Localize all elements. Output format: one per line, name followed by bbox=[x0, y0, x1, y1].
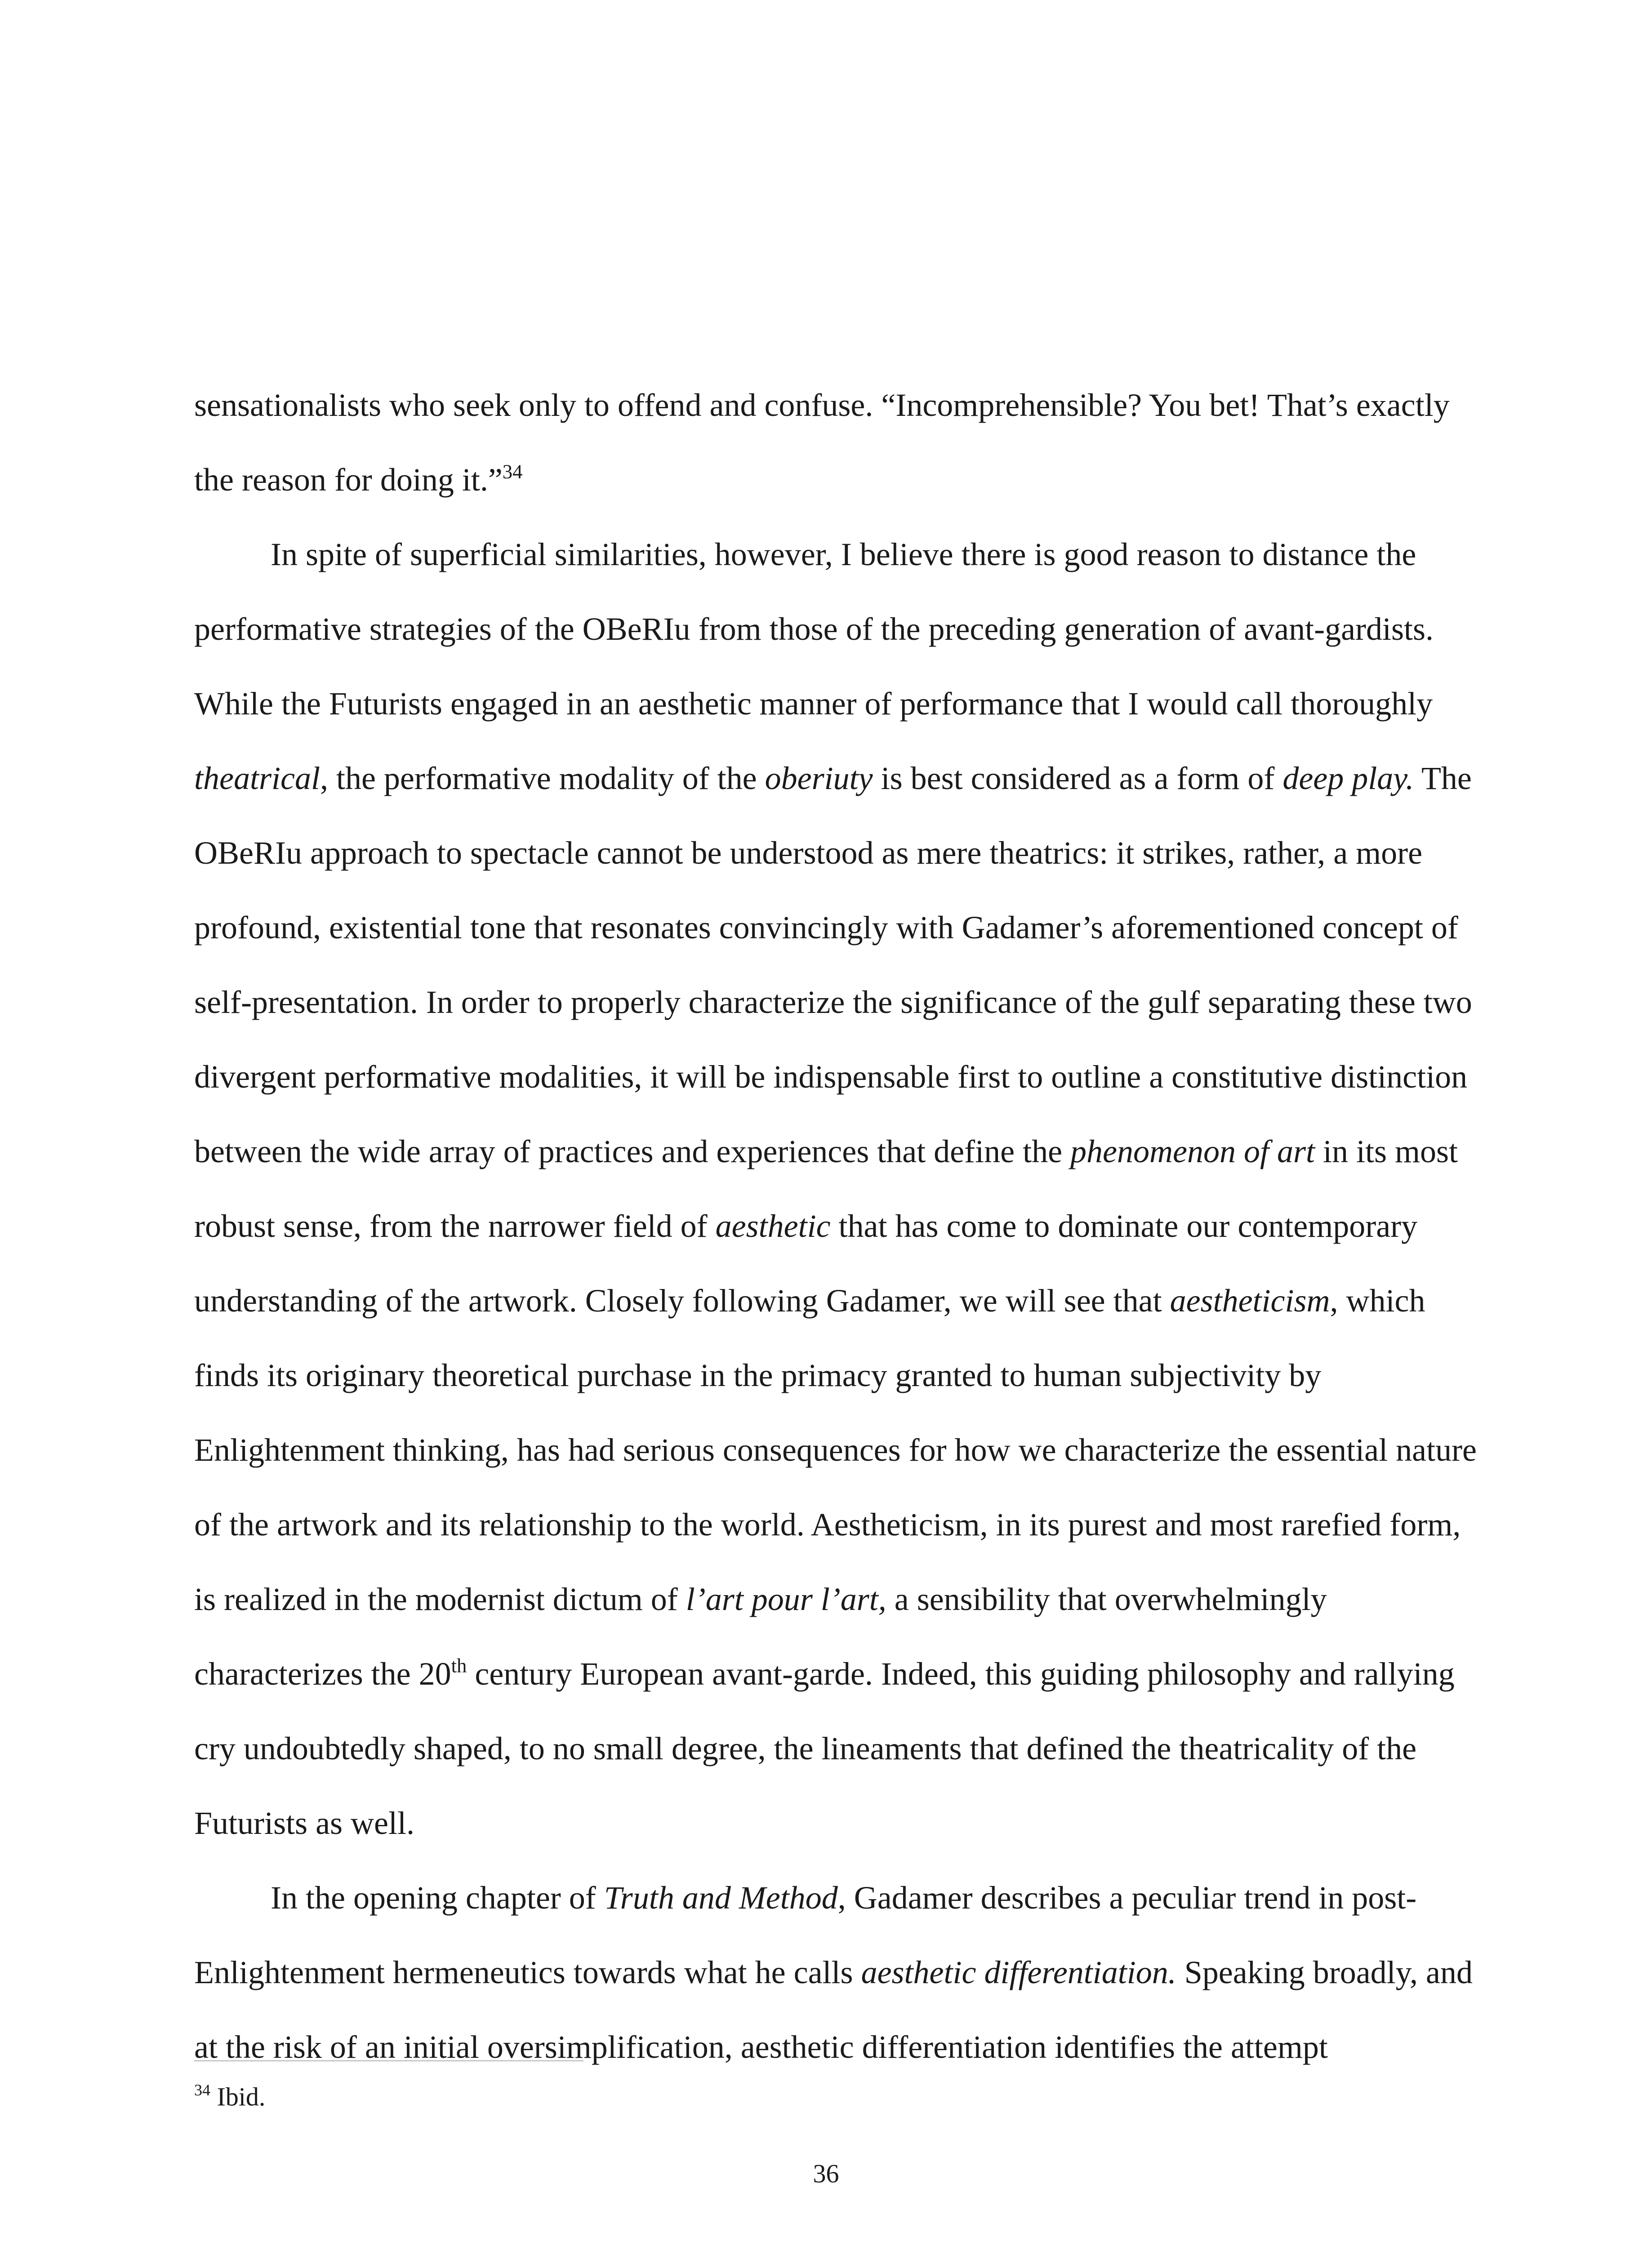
paragraph-2-text: century European avant-garde. Indeed, this guiding philosophy and rallying cry undoubtedly shaped, to no small degree, the lineaments that defined the theatricality of the Futurists as well. bbox=[194, 1656, 1455, 1841]
paragraph-2-text: is best considered as a form of bbox=[873, 760, 1283, 796]
paragraph-2-text: , the performative modality of the bbox=[320, 760, 765, 796]
italic-aesthetic: aesthetic bbox=[715, 1208, 831, 1244]
paragraph-2 bbox=[194, 517, 1489, 1860]
paragraph-3-text: , Gadamer describes a peculiar trend in post-Enlightenment hermeneutics towards what he calls bbox=[194, 1880, 1417, 1990]
paragraph-2-text: The OBeRIu approach to spectacle cannot be understood as mere theatrics: it strikes, rather, a more profound, existential tone that resonates convincingly with Gadamer’s aforementioned concept of self-presentation. In order to properly characterize the significance of the gulf separating these two divergent performative modalities, it will be indispensable first to outline a constitutive distinction between the wide array of practices and experiences that define the bbox=[194, 760, 1472, 1169]
body-text bbox=[194, 368, 1489, 2084]
paragraph-2-text: In spite of superficial similarities, however, I believe there is good reason to distance the performative strategies of the OBeRIu from those of the preceding generation of avant-gardists. While the Futurists engaged in an aesthetic manner of performance that I would call thoroughly bbox=[194, 536, 1434, 722]
paragraph-2-text: , which finds its originary theoretical purchase in the primacy granted to human subjectivity by Enlightenment thinking, has had serious consequences for how we characterize the essential nature of the artwork and its relationship to the world. Aestheticism, in its purest and most rarefied form, is realized in the modernist dictum of bbox=[194, 1283, 1477, 1617]
footnote-text: Ibid. bbox=[210, 2082, 266, 2111]
italic-phenomenon-of-art: phenomenon of art bbox=[1070, 1133, 1315, 1169]
italic-deep-play: deep play. bbox=[1282, 760, 1414, 796]
paragraph-3-text: In the opening chapter of bbox=[271, 1880, 604, 1916]
footnote-separator bbox=[194, 2060, 583, 2061]
italic-lart-pour-lart: l’art pour l’art, bbox=[686, 1581, 886, 1617]
paragraph-3 bbox=[194, 1860, 1489, 2084]
footnote-reference: 34 bbox=[502, 460, 523, 483]
paragraph-1 bbox=[194, 368, 1489, 517]
italic-oberiuty: oberiuty bbox=[765, 760, 873, 796]
footnote bbox=[194, 2079, 1489, 2115]
footnote-number: 34 bbox=[194, 2081, 210, 2099]
paragraph-2-text: that has come to dominate our contemporary understanding of the artwork. Closely following Gadamer, we will see that bbox=[194, 1208, 1418, 1319]
italic-aestheticism: aestheticism bbox=[1170, 1283, 1330, 1319]
page-number: 36 bbox=[813, 2159, 839, 2188]
ordinal-superscript: th bbox=[451, 1654, 467, 1677]
paragraph-1-text: sensationalists who seek only to offend and confuse. “Incomprehensible? You bet! That’s exactly the reason for doing it.” bbox=[194, 387, 1450, 498]
italic-truth-and-method: Truth and Method bbox=[604, 1880, 838, 1916]
paragraph-3-text: Speaking broadly, and at the risk of an initial oversimplification, aesthetic differentiation identifies the attempt bbox=[194, 1954, 1473, 2065]
italic-aesthetic-differentiation: aesthetic differentiation. bbox=[861, 1954, 1176, 1990]
paragraph-2-text: in its most robust sense, from the narrower field of bbox=[194, 1133, 1458, 1244]
italic-theatrical: theatrical bbox=[194, 760, 320, 796]
paragraph-2-text: a sensibility that overwhelmingly characterizes the 20 bbox=[194, 1581, 1327, 1692]
